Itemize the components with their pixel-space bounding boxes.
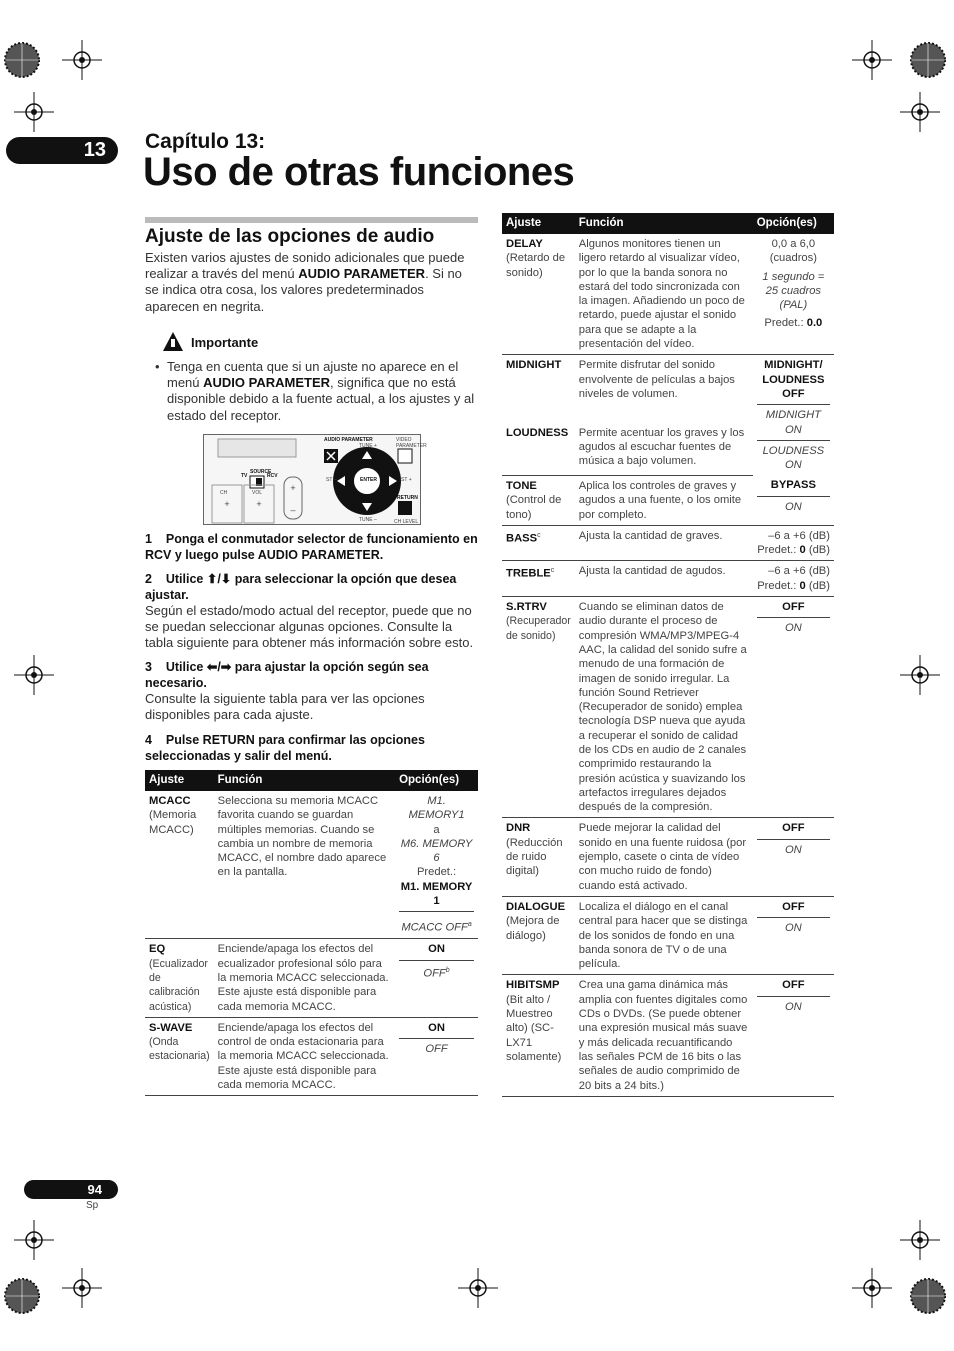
- registration-mark-left-top: [14, 92, 54, 132]
- registration-mark-bottom-center: [458, 1268, 498, 1308]
- setting-name: MCACC: [149, 795, 191, 807]
- setting-name: EQ: [149, 943, 166, 956]
- remote-label-vol: VOL: [252, 490, 263, 496]
- table-row: [502, 355, 834, 423]
- table-row: BASS$^c$ Ajusta la cantidad de graves. –6 a +6 (dB) Predet.: 0 (dB): [502, 525, 834, 561]
- language-code: Sp: [86, 1200, 99, 1211]
- setting-options: MIDNIGHT/ LOUDNESS OFF MIDNIGHT ON LOUDNESS ON: [753, 355, 834, 476]
- step-1: 1 Ponga el conmutador selector de funcionamiento en RCV y luego pulse AUDIO PARAMETER.: [145, 532, 478, 562]
- setting-function: Ajusta la cantidad de graves.: [575, 525, 753, 561]
- setting-name: LOUDNESS: [506, 426, 569, 439]
- header-function: Función: [214, 770, 395, 791]
- table-row: [502, 975, 834, 1096]
- registration-mark-bottom-left: [62, 1268, 102, 1308]
- remote-label-ch: CH: [220, 490, 228, 496]
- table-row: [145, 939, 478, 1017]
- registration-mark-bottom-right: [852, 1268, 892, 1308]
- remote-label-st-minus: ST –: [326, 477, 337, 483]
- starburst-mark-bottom-right: [908, 1276, 948, 1316]
- table-row: [502, 234, 834, 355]
- remote-label-enter: ENTER: [360, 477, 377, 483]
- setting-sub: (Ecualizador de calibración acústica): [149, 957, 208, 1013]
- starburst-mark-top-left: [2, 40, 42, 80]
- svg-text:+: +: [224, 499, 230, 509]
- setting-options: OFF ON: [753, 896, 834, 974]
- setting-sub: (Bit alto / Muestreo alto) (SC-LX71 solamente): [506, 993, 562, 1063]
- remote-label-tune-minus: TUNE –: [359, 517, 377, 523]
- setting-options: M1. MEMORY1 a M6. MEMORY 6 Predet.: M1. MEMORY 1 MCACC OFF$^a$: [395, 791, 478, 939]
- setting-function: Algunos monitores tienen un ligero retardo al visualizar vídeo, por lo que la banda sonora no estará del todo sincronizada con la imagen. Añadiendo un poco de retardo, puede ajustar el sonido para que se adapte a la presentación del vídeo.: [575, 234, 753, 355]
- remote-label-audio-parameter: AUDIO PARAMETER: [324, 437, 373, 443]
- right-options-table: [502, 213, 834, 1097]
- chapter-label: Capítulo 13:: [145, 130, 266, 153]
- table-row: [502, 597, 834, 818]
- table-row: [502, 818, 834, 896]
- setting-options: BYPASS ON: [753, 475, 834, 525]
- table-header-row: [502, 213, 834, 234]
- table-row: [502, 475, 834, 525]
- setting-sub: (Reducción de ruido digital): [506, 836, 563, 878]
- registration-mark-top-right: [852, 40, 892, 80]
- header-options: Opción(es): [395, 770, 478, 791]
- step-2: 2 Utilice ⬆/⬇ para seleccionar la opción que desea ajustar. Según el estado/modo actual del receptor, puede que no se puedan seleccionar algunas opciones. Consulte la tabla siguiente para obtener más información sobre esto.: [145, 572, 474, 651]
- setting-name: HIBITSMP: [506, 979, 560, 992]
- table-row: [145, 791, 478, 939]
- setting-sub: (Mejora de diálogo): [506, 915, 560, 942]
- table-row: TREBLE$^c$ Ajusta la cantidad de agudos. –6 a +6 (dB) Predet.: 0 (dB): [502, 561, 834, 597]
- table-header-row: [145, 770, 478, 791]
- important-title: Importante: [191, 335, 259, 350]
- remote-label-ch-level: CH LEVEL: [394, 519, 419, 525]
- setting-name: BASS: [506, 532, 538, 545]
- setting-function: Aplica los controles de graves y agudos a una fuente, o los omite por completo.: [575, 475, 753, 525]
- setting-function: Localiza el diálogo en el canal central para hacer que se distinga de los sonidos de fondo en una banda sonora de TV o de una película.: [575, 896, 753, 974]
- setting-name: DNR: [506, 822, 531, 835]
- starburst-mark-top-right: [908, 40, 948, 80]
- setting-options: 0,0 a 6,0 (cuadros) 1 segundo = 25 cuadros (PAL) Predet.: 0.0: [753, 234, 834, 355]
- section-intro: Existen varios ajustes de sonido adicionales que puede realizar a través del menú AUDIO PARAMETER. Si no se indica otra cosa, los valores predeterminados aparecen en negrita.: [145, 250, 465, 314]
- setting-function: Crea una gama dinámica más amplia con fuentes digitales como CDs o DVDs. (Se puede obtener una expresión musical más suave y más delicada recuantificando las señales PCM de 16 bits o las señales de audio comprimido de 20 bits a 24 bits.): [575, 975, 753, 1096]
- svg-text:–: –: [290, 505, 296, 515]
- registration-mark-right-top: [900, 92, 940, 132]
- setting-sub: (Recuperador de sonido): [506, 615, 571, 642]
- setting-name: S-WAVE: [149, 1021, 193, 1034]
- setting-function: Permite disfrutar del sonido envolvente de películas a bajos niveles de volumen.: [578, 359, 735, 400]
- setting-options: ON OFF$^b$: [395, 939, 478, 1017]
- setting-name: DELAY: [506, 238, 543, 250]
- header-options: Opción(es): [753, 213, 834, 234]
- section-title: Ajuste de las opciones de audio: [145, 226, 435, 247]
- page-number: 94: [24, 1180, 118, 1199]
- remote-drawing: [204, 435, 427, 526]
- setting-function: Enciende/apaga los efectos del ecualizador profesional sólo para la memoria MCACC seleccionada. Este ajuste está disponible para cada memoria MCACC.: [214, 939, 395, 1017]
- table-row: [502, 896, 834, 974]
- setting-options: –6 a +6 (dB) Predet.: 0 (dB): [753, 561, 834, 597]
- left-options-table: [145, 770, 478, 1096]
- remote-label-tv: TV: [241, 473, 248, 479]
- svg-text:+: +: [290, 483, 296, 493]
- registration-mark-left-middle: [14, 655, 54, 695]
- setting-function: Enciende/apaga los efectos del control de onda estacionaria para la memoria MCACC seleccionada. Este ajuste está disponible para cada memoria MCACC.: [214, 1017, 395, 1095]
- warning-hand-icon: [162, 331, 184, 353]
- setting-function: Cuando se eliminan datos de audio durante el proceso de compresión WMA/MP3/MPEG-4 AAC, la calidad del sonido sufre a menudo de una formación de imagen de sonido irregular. La función Sound Retriever (Recuperador de sonido) emplea tecnología DSP nueva que ayuda a recuperar el sonido de calidad de los CDs en audio de 2 canales comprimido restaurando la presión acústica y suavizando los artefactos irregulares dejados después de la compresión.: [575, 597, 753, 818]
- registration-mark-right-middle: [900, 655, 940, 695]
- important-bullet: • Tenga en cuenta que si un ajuste no aparece en el menú AUDIO PARAMETER, significa que no está disponible debido a la fuente actual, a los ajustes y al estado del receptor.: [155, 359, 475, 423]
- registration-mark-right-bottom: [900, 1220, 940, 1260]
- remote-label-return: RETURN: [397, 495, 418, 501]
- header-setting: Ajuste: [145, 770, 214, 791]
- step-4: 4 Pulse RETURN para confirmar las opciones seleccionadas y salir del menú.: [145, 733, 425, 763]
- setting-sub: (Retardo de sonido): [506, 252, 566, 279]
- setting-function: Puede mejorar la calidad del sonido en una fuente ruidosa (por ejemplo, casete o cinta de vídeo con mucho ruido de fondo) cuando está activado.: [575, 818, 753, 896]
- svg-text:+: +: [256, 499, 262, 509]
- remote-label-st-plus: ST +: [401, 477, 412, 483]
- header-function: Función: [575, 213, 753, 234]
- chapter-title: Uso de otras funciones: [143, 150, 575, 194]
- setting-options: OFF ON: [753, 597, 834, 818]
- setting-function: Ajusta la cantidad de agudos.: [575, 561, 753, 597]
- remote-label-rcv: RCV: [267, 473, 278, 479]
- setting-sub: (Onda estacionaria): [149, 1036, 210, 1063]
- setting-name: TREBLE: [506, 568, 551, 581]
- table-row: [145, 1017, 478, 1095]
- section-bar: [145, 217, 478, 223]
- setting-name: DIALOGUE: [506, 900, 566, 913]
- setting-name: MIDNIGHT: [506, 359, 562, 372]
- setting-options: OFF ON: [753, 975, 834, 1096]
- setting-function: Permite acentuar los graves y los agudos al escuchar fuentes de música a bajo volumen.: [575, 423, 753, 476]
- setting-name: TONE: [506, 479, 537, 492]
- setting-options: ON OFF: [395, 1017, 478, 1095]
- registration-mark-top-left: [62, 40, 102, 80]
- remote-label-tune-plus: TUNE +: [359, 443, 377, 449]
- setting-name: S.RTRV: [506, 601, 547, 614]
- starburst-mark-bottom-left: [2, 1276, 42, 1316]
- chapter-tab: 13: [6, 137, 118, 164]
- step-3: 3 Utilice ⬅/➡ para ajustar la opción según sea necesario. Consulte la siguiente tabla para ver las opciones disponibles para cada ajuste.: [145, 660, 429, 723]
- registration-mark-left-bottom: [14, 1220, 54, 1260]
- header-setting: Ajuste: [502, 213, 575, 234]
- remote-label-source: SOURCE: [250, 469, 272, 475]
- remote-control-illustration: [203, 434, 427, 525]
- setting-sub: (Memoria MCACC): [149, 809, 197, 836]
- remote-label-video-parameter: VIDEO PARAMETER: [396, 437, 427, 449]
- setting-options: –6 a +6 (dB) Predet.: 0 (dB): [753, 525, 834, 561]
- setting-function: Selecciona su memoria MCACC favorita cuando se guardan múltiples memorias. Cuando se cambia un nombre de memoria MCACC, el nombre dado aparece en la pantalla.: [214, 791, 395, 939]
- setting-options: OFF ON: [753, 818, 834, 896]
- setting-sub: (Control de tono): [506, 494, 562, 521]
